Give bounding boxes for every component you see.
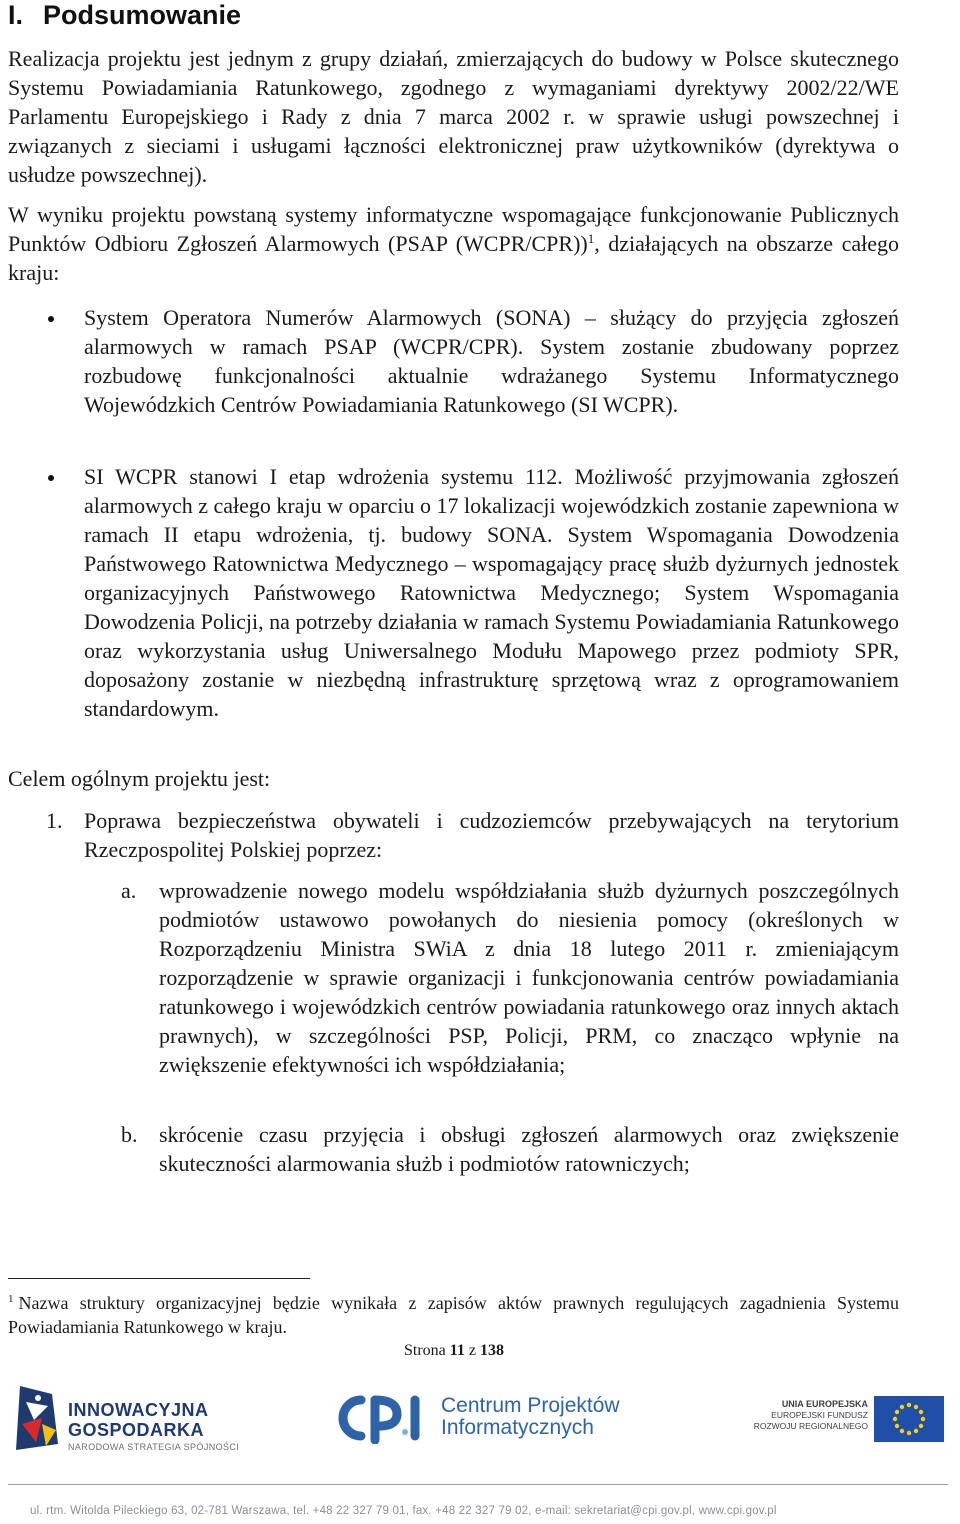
eu-line2: EUROPEJSKI FUNDUSZ (771, 1410, 868, 1420)
page-total: 138 (480, 1342, 504, 1359)
list-marker: a. (121, 878, 137, 903)
footnote-reference[interactable]: 1 (587, 231, 595, 246)
bullet-text: SI WCPR stanowi I etap wdrożenia systemu 112. Możliwość przyjmowania zgłoszeń alarmowych z całego kraju w oparciu o 17 lokalizacji wojewódzkich zostanie zapewniona w ramach II etapu wdrożenia, tj. budowy SONA. System Wspomagania Dowodzenia Państwowego Ratownictwa Medycznego – wspomagający pracę służb dyżurnych jednostek organizacyjnych Państwowego Ratownictwa Medycznego; System Wspomagania Dowodzenia Policji, na potrzeby działania w ramach Systemu Powiadamiania Ratunkowego oraz wykorzystania usług Uniwersalnego Modułu Mapowego przez podmioty SPR, doposażony zostanie w niezbędną infrastrukturę sprzętową wraz z oprogramowaniem standardowym. (84, 464, 899, 721)
eu-flag-icon (874, 1396, 944, 1442)
innowacyjna-gospodarka-emblem-icon (12, 1384, 62, 1454)
ig-line2: GOSPODARKA (68, 1420, 205, 1440)
bullet-dot-icon (48, 316, 54, 322)
list-marker: 1. (46, 808, 63, 833)
sub-item-a (121, 876, 899, 1079)
ig-line3: NARODOWA STRATEGIA SPÓJNOŚCI (68, 1442, 240, 1452)
section-title: Podsumowanie (43, 0, 242, 30)
eu-line3: ROZWOJU REGIONALNEGO (753, 1421, 868, 1431)
ig-line1: INNOWACYJNA (68, 1400, 209, 1420)
general-goal-label: Celem ogólnym projektu jest: (8, 766, 271, 791)
cpi-logo (335, 1390, 645, 1448)
eu-text (740, 1398, 868, 1432)
footnote-marker: 1 (8, 1293, 14, 1305)
sub-item-text: wprowadzenie nowego modelu współdziałania służb dyżurnych poszczególnych podmiotów ustawowo powołanych do niesienia pomocy (określonych w Rozporządzeniu Ministra SWiA z dnia 18 lutego 2011 r. zmieniającym rozporządzenie w sprawie organizacji i funkcjonowania centrów powiadamiania ratunkowego i wojewódzkich centrów powiadania ratunkowego oraz innych aktach prawnych), w szczególności PSP, Policji, PRM, co znacząco wpłynie na zwiększenie efektywności ich współdziałania; (159, 878, 899, 1077)
bullet-text: System Operatora Numerów Alarmowych (SONA) – służący do przyjęcia zgłoszeń alarmowych w ramach PSAP (WCPR/CPR). System zostanie zbudowany poprzez rozbudowę funkcjonalności aktualnie wdrażanego Systemu Informatycznego Wojewódzkich Centrów Powiadamiania Ratunkowego (SI WCPR). (84, 305, 899, 417)
sub-item-text: skrócenie czasu przyjęcia i obsługi zgłoszeń alarmowych oraz zwiększenie skuteczności alarmowania służb i podmiotów ratowniczych; (159, 1122, 899, 1176)
cpi-line2: Informatycznych (441, 1416, 594, 1439)
sub-item-b (121, 1120, 899, 1178)
eu-line1: UNIA EUROPEJSKA (781, 1399, 868, 1409)
eu-logo (740, 1394, 945, 1446)
ordered-item-text: Poprawa bezpieczeństwa obywateli i cudzoziemców przebywających na terytorium Rzeczpospolitej Polskiej poprzez: (84, 808, 899, 862)
footnote-divider (8, 1278, 310, 1279)
list-marker: b. (121, 1122, 138, 1147)
section-number: I. (8, 0, 24, 30)
page-current: 11 (449, 1342, 465, 1359)
footer-address: ul. rtm. Witolda Pileckiego 63, 02-781 Warszawa, tel. +48 22 327 79 01, fax. +48 22 327 79 02, e-mail: sekretariat@cpi.gov.pl, www.cpi.gov.pl (30, 1505, 777, 1517)
bullet-item-sona (84, 303, 899, 419)
paragraph-intro: Realizacja projektu jest jednym z grupy działań, zmierzających do budowy w Polsce skutecznego Systemu Powiadamiania Ratunkowego, zgodnego z wymaganiami dyrektywy 2002/22/WE Parlamentu Europejskiego i Rady z dnia 7 marca 2002 r. w sprawie usługi powszechnej i związanych z sieciami i usługami łączności elektronicznej praw użytkowników (dyrektywa o usłudze powszechnej). (8, 46, 899, 187)
cpi-mark-icon (335, 1392, 433, 1444)
footnote (8, 1291, 899, 1339)
paragraph-results-text: W wyniku projektu powstaną systemy informatyczne wspomagające funkcjonowanie Publicznych Punktów Odbioru Zgłoszeń Alarmowych (PSAP (WCPR/CPR)) (8, 202, 899, 256)
page-separator: z (468, 1342, 476, 1359)
cpi-line1: Centrum Projektów (441, 1394, 620, 1417)
footnote-text: Nazwa struktury organizacyjnej będzie wynikała z zapisów aktów prawnych regulujących zagadnienia Systemu Powiadamiania Ratunkowego w kraju. (8, 1293, 899, 1337)
page-number (0, 1341, 908, 1361)
innowacyjna-gospodarka-logo (12, 1384, 240, 1456)
ordered-item-1 (46, 806, 899, 864)
paragraph-results (8, 200, 899, 287)
bullet-item-si-wcpr (84, 462, 899, 723)
page-label: Strona (403, 1342, 446, 1359)
paragraph-results-tail: , działających na obszarze całego kraju: (8, 231, 899, 285)
footer-divider (8, 1484, 948, 1485)
bullet-dot-icon (48, 475, 54, 481)
section-heading (8, 0, 241, 30)
